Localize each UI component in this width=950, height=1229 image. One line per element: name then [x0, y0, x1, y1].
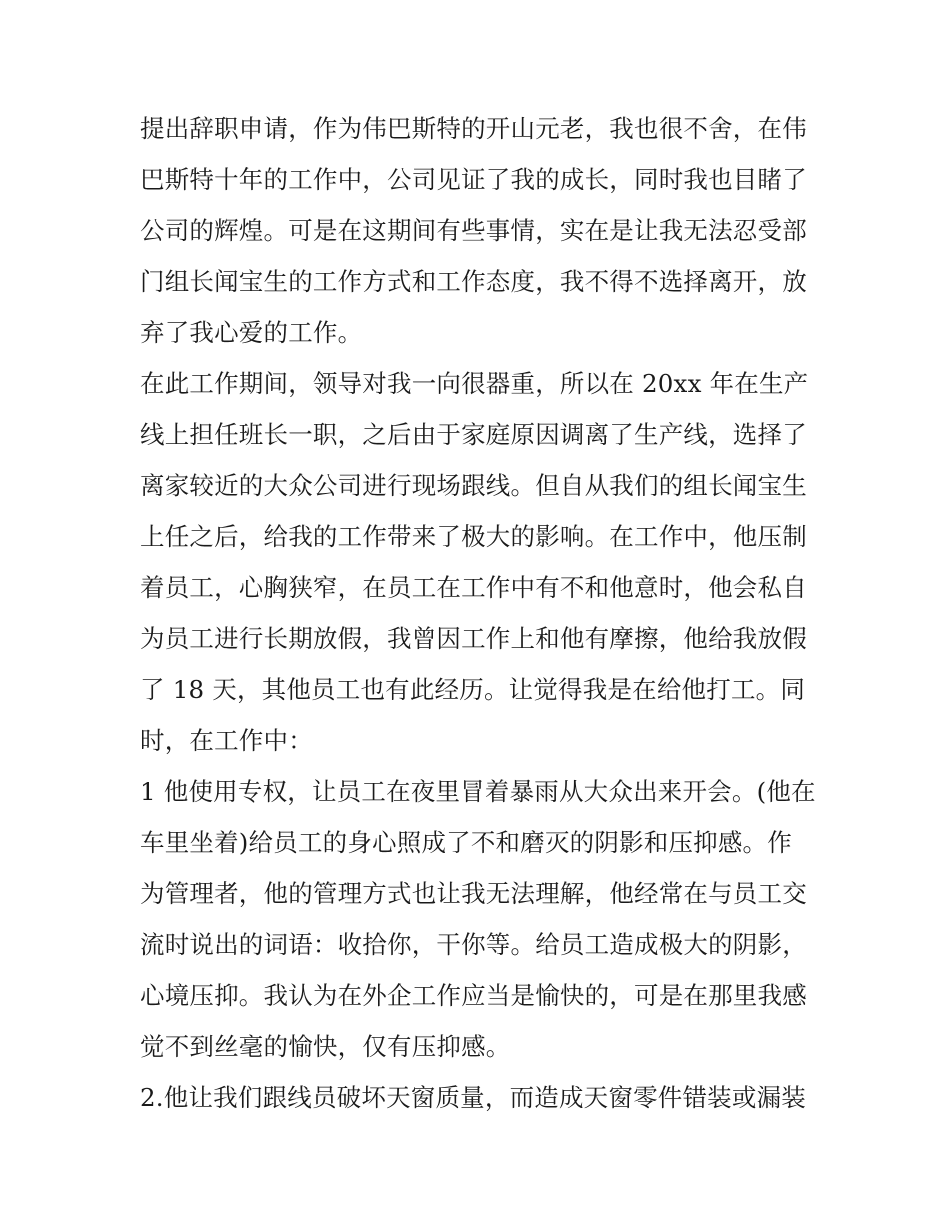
- text-line: 门组长闻宝生的工作方式和工作态度，我不得不选择离开，放: [140, 267, 807, 296]
- text-line: 2.他让我们跟线员破坏天窗质量，而造成天窗零件错装或漏装: [140, 1083, 806, 1112]
- text-line: 巴斯特十年的工作中，公司见证了我的成长，同时我也目睹了: [140, 165, 807, 194]
- text-line: 为管理者，他的管理方式也让我无法理解，他经常在与员工交: [140, 879, 807, 908]
- text-line: 提出辞职申请，作为伟巴斯特的开山元老，我也很不舍，在伟: [140, 114, 807, 143]
- text-line: 觉不到丝毫的愉快，仅有压抑感。: [140, 1032, 511, 1061]
- text-line: 着员工，心胸狭窄，在员工在工作中有不和他意时，他会私自: [140, 573, 807, 602]
- text-line: 为员工进行长期放假，我曾因工作上和他有摩擦，他给我放假: [140, 624, 807, 653]
- text-line: 上任之后，给我的工作带来了极大的影响。在工作中，他压制: [140, 522, 807, 551]
- text-line: 车里坐着)给员工的身心照成了不和磨灭的阴影和压抑感。作: [140, 828, 792, 857]
- text-line: 时，在工作中：: [140, 726, 313, 755]
- document-body: [140, 103, 820, 1123]
- text-line: 心境压抑。我认为在外企工作应当是愉快的，可是在那里我感: [140, 981, 807, 1010]
- text-line: 公司的辉煌。可是在这期间有些事情，实在是让我无法忍受部: [140, 216, 807, 245]
- text-line: 了 18 天，其他员工也有此经历。让觉得我是在给他打工。同: [140, 675, 806, 704]
- text-line: 弃了我心爱的工作。: [140, 318, 363, 347]
- text-line: 流时说出的词语：收拾你，干你等。给员工造成极大的阴影，: [140, 930, 807, 959]
- text-line: 线上担任班长一职，之后由于家庭原因调离了生产线，选择了: [140, 420, 807, 449]
- text-line: 1 他使用专权，让员工在夜里冒着暴雨从大众出来开会。(他在: [140, 777, 816, 806]
- text-line: 在此工作期间，领导对我一向很器重，所以在 20xx 年在生产: [140, 369, 809, 398]
- text-line: 离家较近的大众公司进行现场跟线。但自从我们的组长闻宝生: [140, 471, 807, 500]
